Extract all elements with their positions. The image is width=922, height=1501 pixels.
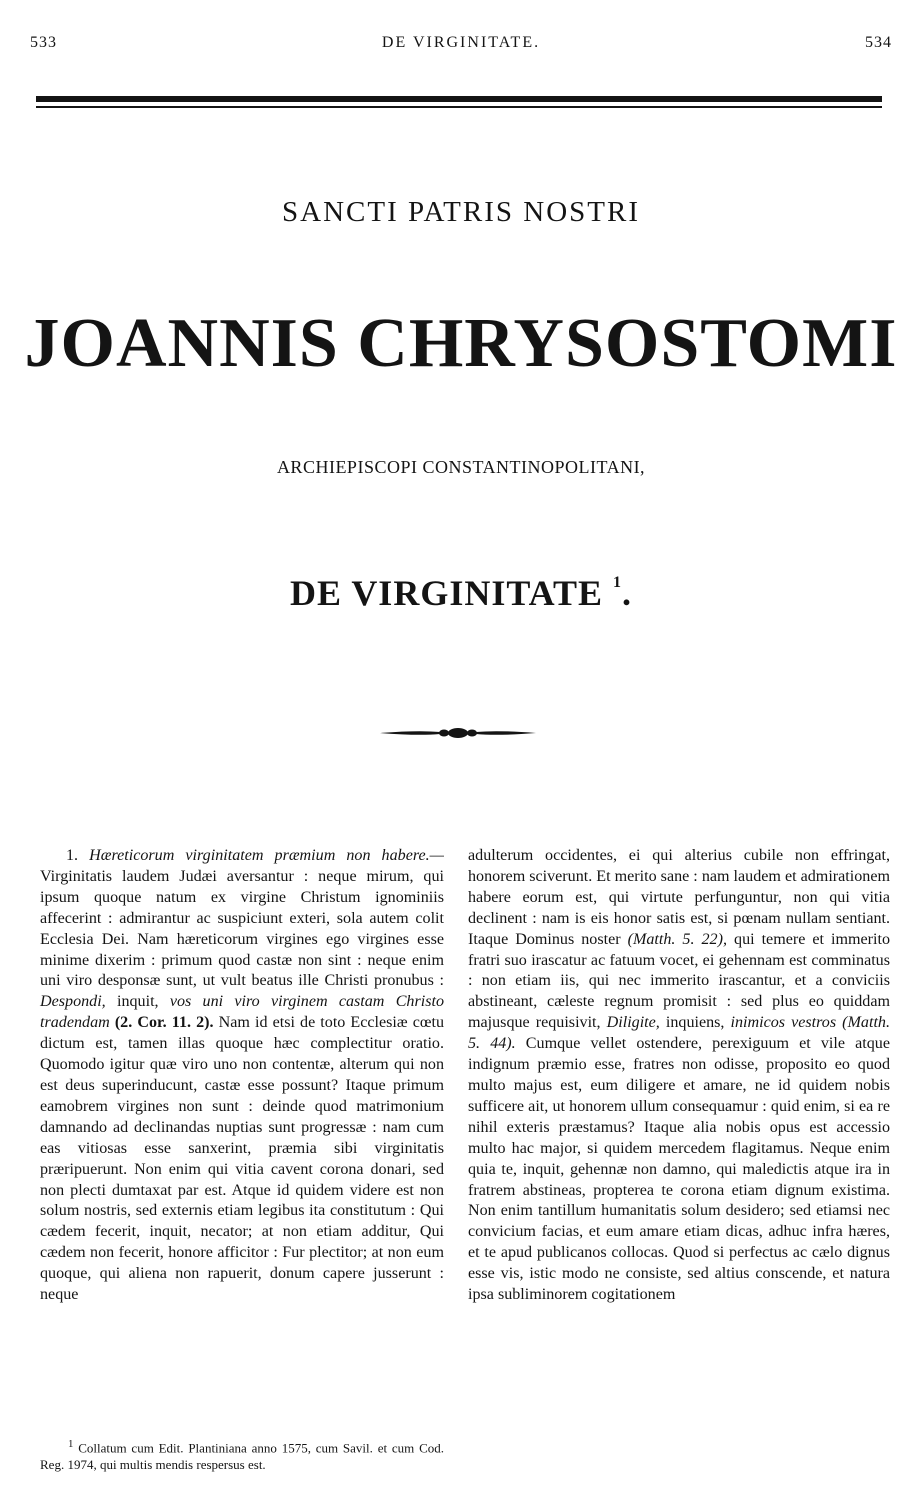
- footnote-reference-mark: 1: [613, 574, 623, 591]
- page-number-left: 533: [30, 34, 57, 51]
- footnote-body: Collatum cum Edit. Plantiniana anno 1575, cum Savil. et cum Cod. Reg. 1974, qui multis mendis respersus est.: [40, 1440, 445, 1473]
- paragraph-text: Virginitatis laudem Judæi aversantur : neque mirum, qui ipsum quoque natum ex virgine Christum ignominiis affecerint : admirantur ac suspiciunt exteri, sola autem colit Ecclesia Dei. Nam hæreticorum virgines ego virgines esse minime dixerim : primum quod castæ non sint : neque enim uni viro desponsæ sunt, ut vult beatus ille Christi pronubus :: [40, 867, 444, 990]
- footnote: [40, 1436, 444, 1473]
- scripture-quote: inimicos vestros: [730, 1014, 837, 1032]
- paragraph-text: Nam id etsi de toto Ecclesiæ cœtu dictum est, tamen illas quoque hæc complectitur oratio. Quomodo igitur quæ viro uno non contentæ, alterum qui non est deus superinducunt, castæ esse possunt? Itaque primum eamobrem virgines non sunt : deinde quod matrimonium damnando ad declinandas nuptias sunt progressæ : nam cum eas vitiosas esse sanxerint, præmia sibi virginitatis præripuerunt. Non enim qui vitia cavent corona donari, sed non plecti dumtaxat par est. Atque id quidem videre est non solum nostris, sed externis etiam legibus ita constitutum : Qui cædem fecerit, inquit, necator; at non etiam additur, Qui cædem non fecerit, honore afficitor : Fur plectitor; at non eum quoque, qui aliena non rapuerit, donum capere jusserunt : neque: [40, 1014, 444, 1304]
- paragraph-1: [40, 846, 444, 1306]
- running-head: [30, 34, 892, 58]
- paragraph-text: qui temere et immerito fratri suo irascatur ac fatuum vocet, ei gehennam est comminatus : non etiam iis, qui nec immerito irascantur, et a conviciis abstineant, cæleste regnum promisit : sed plus eo quiddam majusque requisivit,: [468, 930, 891, 1032]
- title-office: ARCHIEPISCOPI CONSTANTINOPOLITANI,: [276, 457, 646, 477]
- paragraph-text: Cumque vellet ostendere, perexiguum et vile atque indignum præmio esse, fratres non odisse, proposito eo quod multo majus est, eum diligere et amare, ne id quidem nobis sufficere ait, ut honorem ullum consequamur : quid enim, si ea re nihil exteris præstamus? Itaque alia nobis opus est accessio multo hac major, si quidem mercedem flagitamus. Neque enim quia te, inquit, gehennæ non damno, qui maledictis atque ira in fratrem abstineas, propterea te corona etiam dignum existima. Non enim tantillum humanitatis solum desidero; sed etiamsi nec convicium facias, et eum amare etiam dicas, adhuc infra hæres, et te apud publicanos collocas. Quod si perfectus ac cælo dignus esse vis, istic modo ne consiste, sed altius conscende, et natura ipsa subliminorem cogitationem: [468, 1035, 890, 1304]
- text-column-left: [40, 846, 444, 1306]
- scripture-quote: Diligite,: [606, 1014, 660, 1032]
- scripture-quote: Despondi,: [40, 993, 106, 1011]
- footnote-marker: 1: [68, 1438, 74, 1450]
- header-rule-thin: [36, 106, 882, 108]
- scripture-reference: (2. Cor. 11. 2).: [114, 1014, 214, 1032]
- section-heading: Hæreticorum virginitatem præmium non habere.—: [89, 847, 444, 864]
- paragraph-text: inquiens,: [665, 1014, 725, 1032]
- paragraph-1-continued: [468, 846, 890, 1306]
- paragraph-text: inquit,: [116, 993, 159, 1011]
- text-column-right: [468, 846, 890, 1306]
- section-number: 1.: [66, 847, 79, 864]
- running-title: DE VIRGINITATE.: [381, 34, 541, 51]
- page-number-right: 534: [865, 34, 892, 51]
- title-work-period: .: [622, 573, 633, 613]
- scripture-reference: (Matth. 5. 44).: [468, 1014, 890, 1053]
- scripture-reference: (Matth. 5. 22),: [627, 930, 727, 948]
- title-work: [0, 572, 922, 614]
- title-line-1: SANCTI PATRIS NOSTRI: [282, 196, 640, 228]
- title-author: JOANNIS CHRYSOSTOMI: [24, 305, 898, 382]
- footnote-text: [40, 1436, 444, 1473]
- ornament-divider: [378, 726, 538, 740]
- header-rule-thick: [36, 96, 882, 102]
- title-work-text: DE VIRGINITATE: [289, 573, 604, 613]
- scripture-quote: vos uni viro virginem castam Christo tradendam: [40, 993, 444, 1032]
- paragraph-text: adulterum occidentes, ei qui alterius cubile non effringat, honorem sciverunt. Et merito sane : nam laudem et admirationem habere eorum est, qui virtute perfunguntur, non qui vitia declinent : nam is eis honor satis est, si pœnam nullam sentiant. Itaque Dominus noster: [468, 847, 890, 948]
